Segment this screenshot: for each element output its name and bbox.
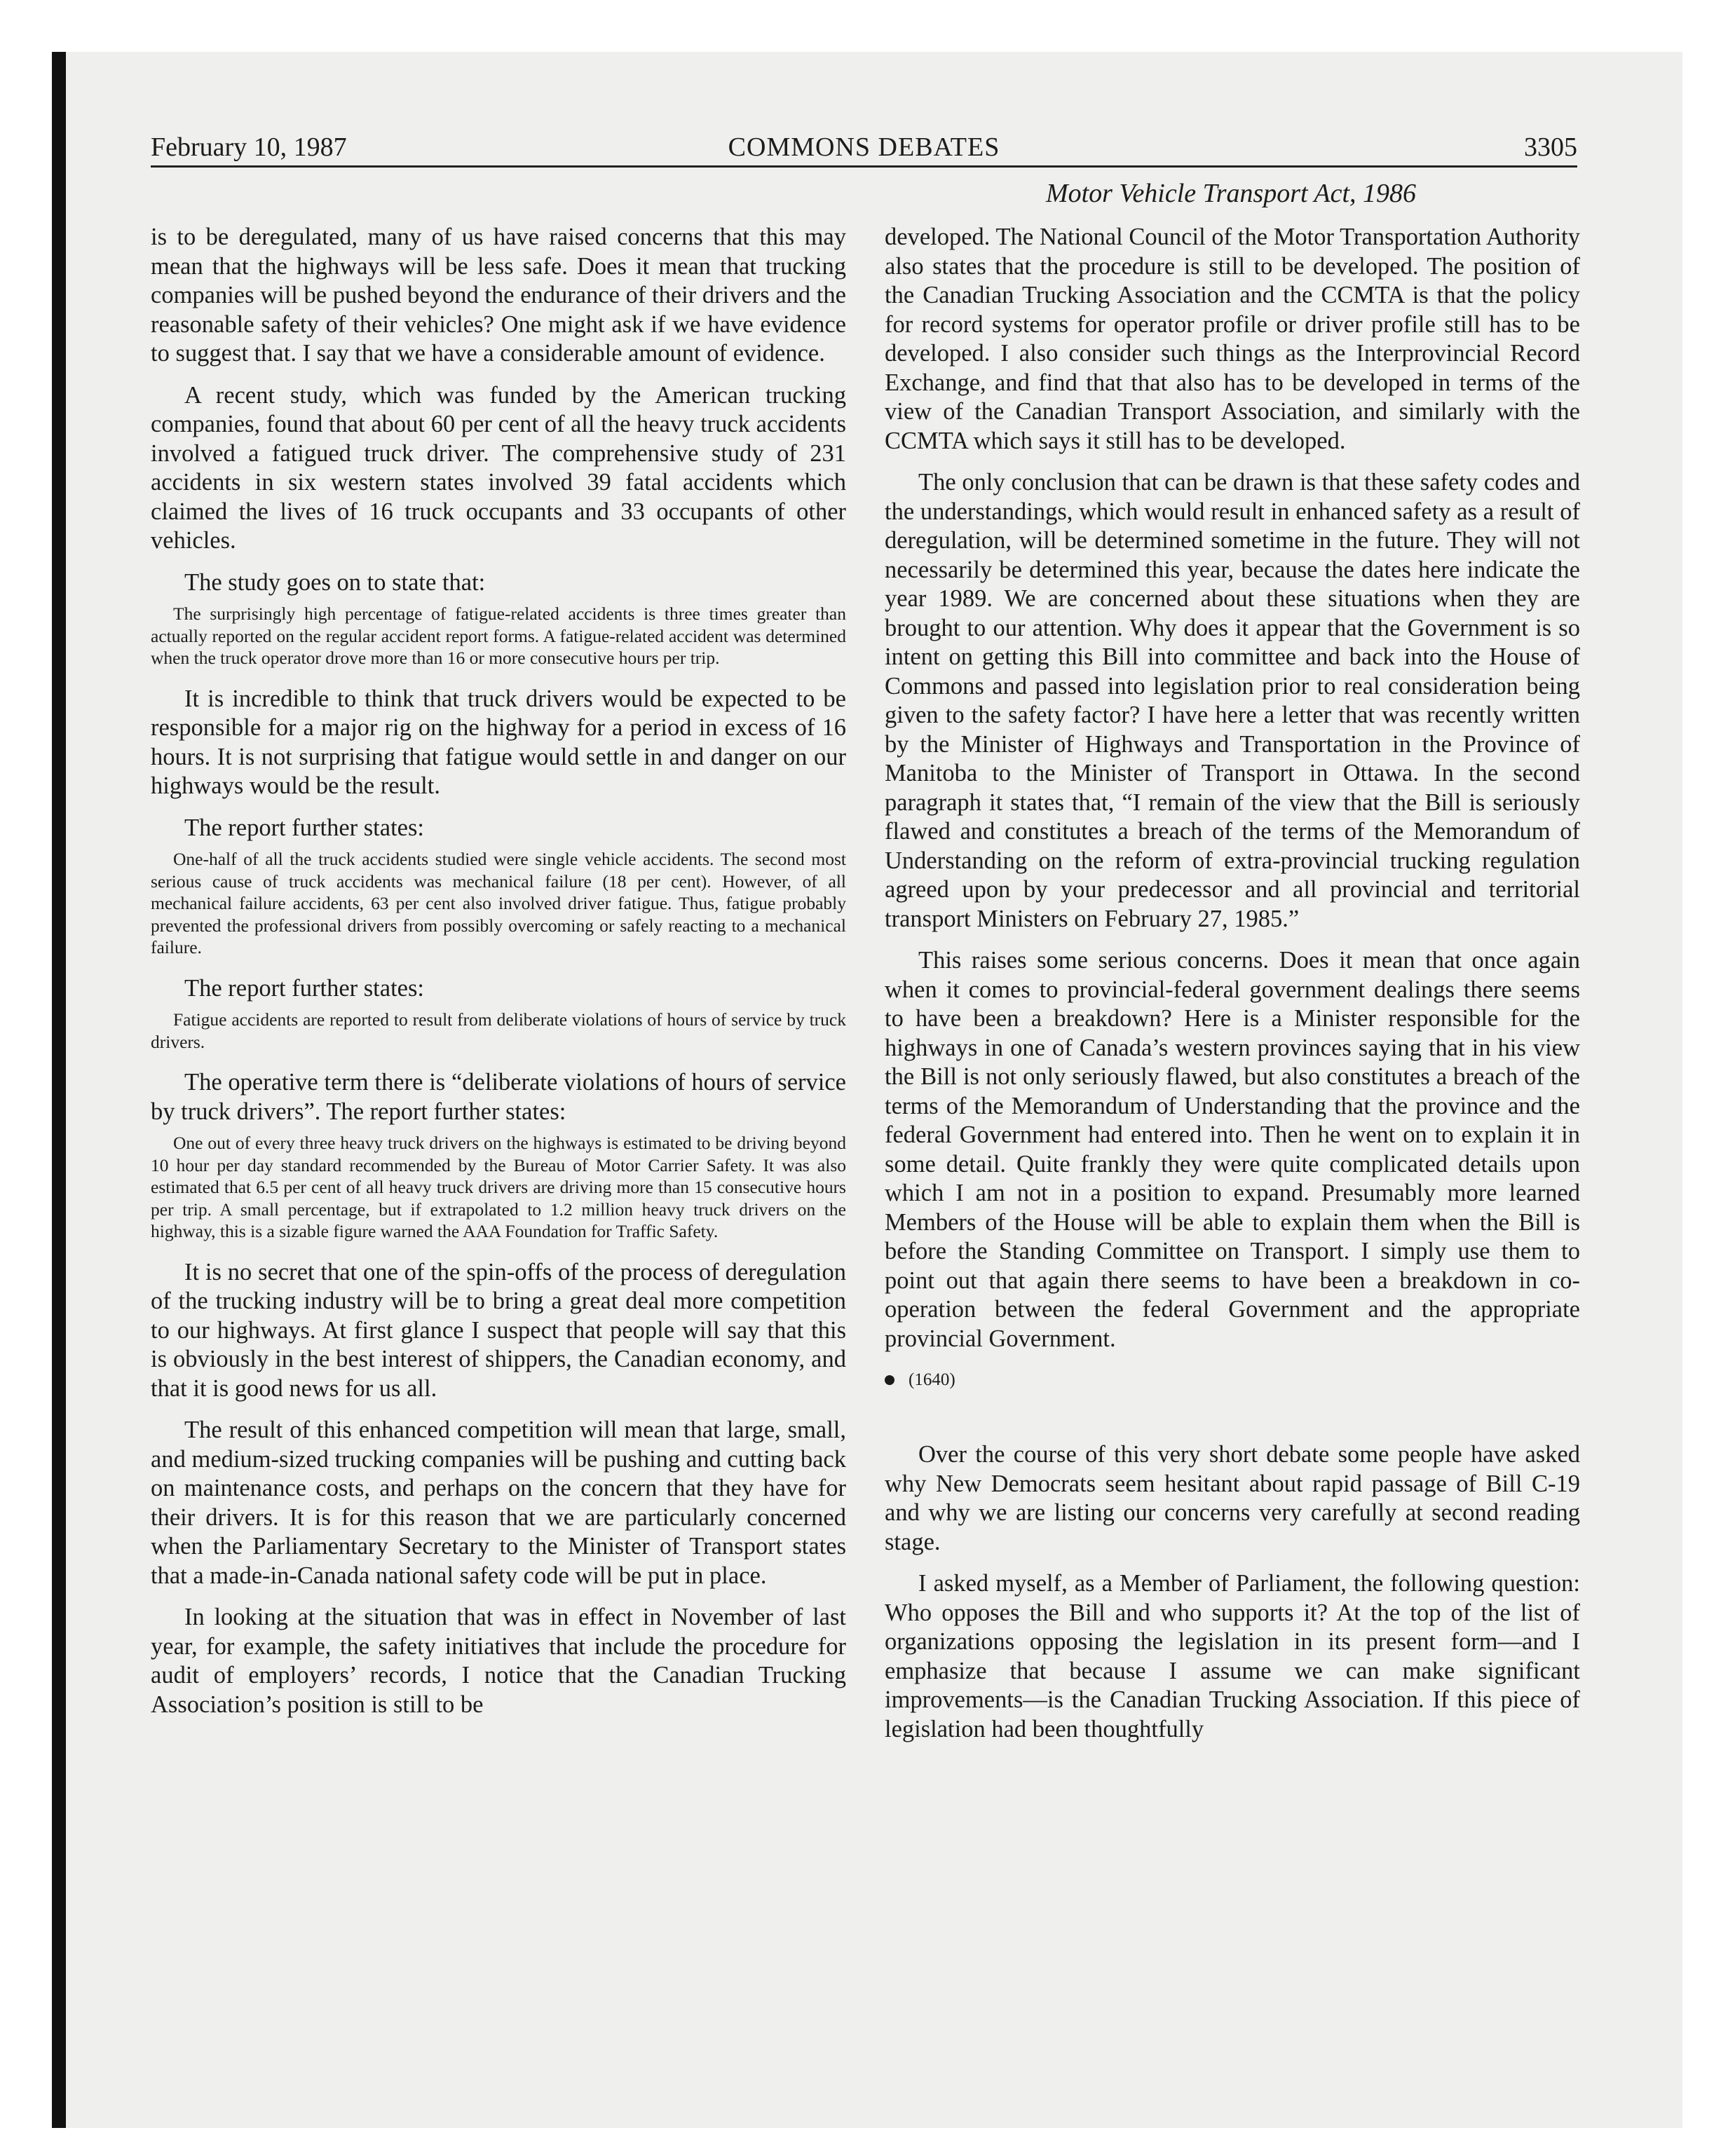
header-date: February 10, 1987 [151,132,347,162]
page-header [151,130,1577,164]
header-rule [151,165,1577,168]
block-quote: One-half of all the truck accidents studied were single vehicle accidents. The second most serious cause of truck accidents was mechanical failure (18 per cent). However, of all mechanical failure accidents, 63 per cent also involved driver fatigue. Thus, fatigue probably prevented the professional drivers from possibly overcoming or safely reacting to a mechanical failure. [151,849,846,957]
header-title: COMMONS DEBATES [728,132,1000,162]
time-marker-label: (1640) [909,1370,955,1389]
paragraph: This raises some serious concerns. Does it mean that once again when it comes to provincial-federal government dealings there seems to have been a breakdown? Here is a Minister responsible for the highways in one of Canada’s western provinces saying that in his view the Bill is not only seriously flawed, but also constitutes a breach of the terms of the Memorandum of Understanding that the province and the federal Government had entered into. Then he went on to explain it in some detail. Quite frankly they were quite complicated details upon which I am not in a position to expand. Presumably more learned Members of the House will be able to explain them when the Bill is before the Standing Committee on Transport. I simply use them to point out that again there seems to have been a breakdown in co-operation between the federal Government and the appropriate provincial Government. [885,947,1580,1352]
paragraph: The report further states: [184,974,424,1002]
left-column [151,223,846,1732]
block-quote: The surprisingly high percentage of fatigue-related accidents is three times greater than actually reported on the regular accident report forms. A fatigue-related accident was determined when the truck operator drove more than 16 or more consecutive hours per trip. [151,603,846,668]
block-quote: One out of every three heavy truck drivers on the highways is estimated to be driving beyond 10 hour per day standard recommended by the Bureau of Motor Carrier Safety. It was also estimated that 6.5 per cent of all heavy truck drivers are driving more than 15 consecutive hours per trip. A small percentage, but if extrapolated to 1.2 million heavy truck drivers on the highway, this is a sizable figure warned the AAA Foundation for Traffic Safety. [151,1133,846,1241]
paragraph: is to be deregulated, many of us have raised concerns that this may mean that the highways will be less safe. Does it mean that trucking companies will be pushed beyond the endurance of their drivers and the reasonable safety of their vehicles? One might ask if we have evidence to suggest that. I say that we have a considerable amount of evidence. [151,224,846,367]
right-column [885,223,1580,1756]
paragraph: Over the course of this very short debate some people have asked why New Democrats seem hesitant about rapid passage of Bill C-19 and why we are listing our concerns very carefully at second reading stage. [885,1441,1580,1555]
paragraph: In looking at the situation that was in effect in November of last year, for example, the safety initiatives that include the procedure for audit of employers’ records, I notice that the Canadian Trucking Association’s position is still to be [151,1604,846,1718]
paragraph: It is no secret that one of the spin-offs of the process of deregulation of the trucking industry will be to bring a great deal more competition to our highways. At first glance I suspect that people will say that this is obviously in the best interest of shippers, the Canadian economy, and that it is good news for us all. [151,1258,846,1402]
paragraph: The operative term there is “deliberate violations of hours of service by truck drivers”. The report further states: [151,1069,846,1125]
paragraph: developed. The National Council of the Motor Transportation Authority also states that the procedure is still to be developed. The position of the Canadian Trucking Association and the CCMTA is that the policy for record systems for operator profile or driver profile still has to be developed. I also consider such things as the Interprovincial Record Exchange, and find that that also has to be developed in terms of the view of the Canadian Transport Association, and similarly with the CCMTA which says it still has to be developed. [885,224,1580,454]
paragraph: The only conclusion that can be drawn is that these safety codes and the understandings, which would result in enhanced safety as a result of deregulation, will be determined sometime in the future. They will not necessarily be determined this year, because the dates here indicate the year 1989. We are concerned about these situations when they are brought to our attention. Why does it appear that the Government is so intent on getting this Bill into committee and back into the House of Commons and passed into legislation prior to real consideration being given to the safety factor? I have here a letter that was recently written by the Minister of Highways and Transportation in the Province of Manitoba to the Minister of Transport in Ottawa. In the second paragraph it states that, “I remain of the view that the Bill is seriously flawed and constitutes a breach of the terms of the Memorandum of Understanding on the reform of extra-provincial trucking regulation agreed upon by your predecessor and all provincial and territorial transport Ministers on February 27, 1985.” [885,469,1580,932]
bullet-icon [885,1375,894,1385]
block-quote: Fatigue accidents are reported to result from deliberate violations of hours of service by truck drivers. [151,1009,846,1052]
paragraph: A recent study, which was funded by the American trucking companies, found that about 60 per cent of all the heavy truck accidents involved a fatigued truck driver. The comprehensive study of 231 accidents in six western states involved 39 fatal accidents which claimed the lives of 16 truck occupants and 33 occupants of other vehicles. [151,381,846,554]
scan-edge-shadow [52,52,66,2128]
paragraph: It is incredible to think that truck drivers would be expected to be responsible for a major rig on the highway for a period in excess of 16 hours. It is not surprising that fatigue would settle in and danger on our highways would be the result. [151,685,846,799]
page-number: 3305 [1524,132,1577,162]
time-marker [885,1369,1580,1391]
paragraph: The result of this enhanced competition will mean that large, small, and medium-sized trucking companies will be pushing and cutting back on maintenance costs, and perhaps on the concern that they have for their drivers. It is for this reason that we are particularly concerned when the Parliamentary Secretary to the Minister of Transport states that a made-in-Canada national safety code will be put in place. [151,1417,846,1589]
paragraph: The report further states: [184,814,424,841]
paragraph: I asked myself, as a Member of Parliament, the following question: Who opposes the Bill and who supports it? At the top of the list of organizations opposing the legislation in its present form—and I emphasize that because I assume we can make significant improvements—is the Canadian Trucking Association. If this piece of legislation had been thoughtfully [885,1570,1580,1742]
running-title: Motor Vehicle Transport Act, 1986 [1045,179,1417,208]
paragraph: The study goes on to state that: [184,568,486,596]
